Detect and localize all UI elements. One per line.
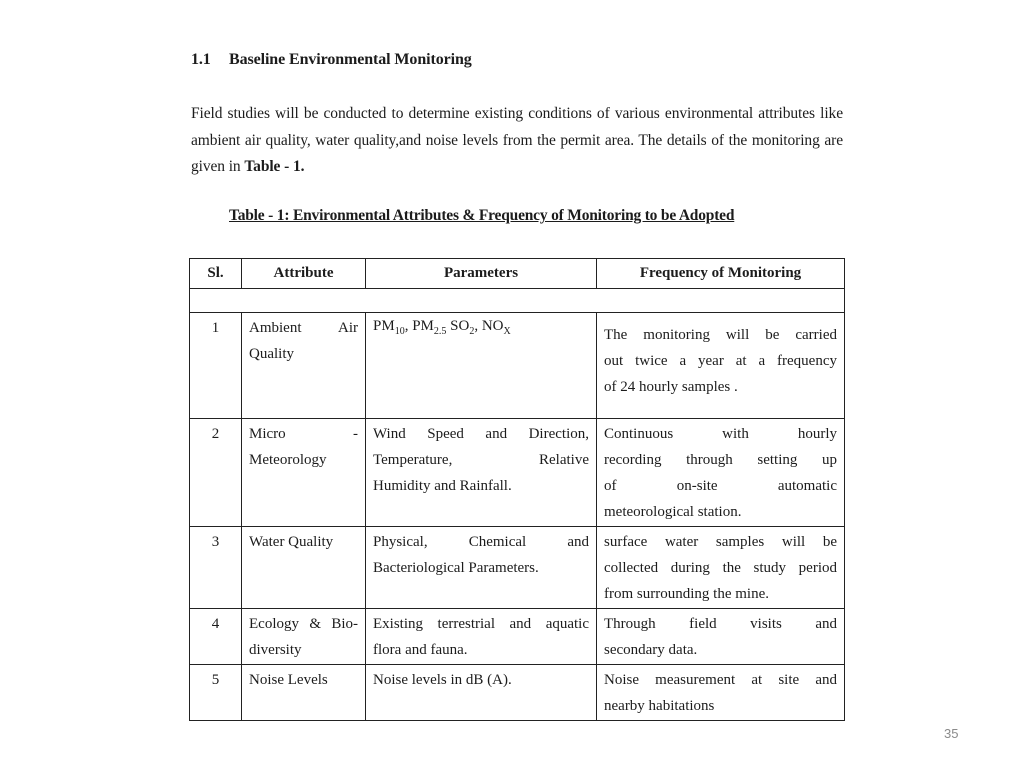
parameters-cell — [366, 419, 597, 527]
param-pm25: PM — [412, 318, 434, 334]
frequency-cell — [597, 313, 845, 419]
parameter-line: Noise levels in dB (A). — [373, 672, 512, 688]
frequency-cell — [597, 527, 845, 609]
parameter-line: flora and fauna. — [373, 642, 468, 658]
frequency-line: out twice a year at a frequency — [604, 353, 837, 369]
frequency-line: recording through setting up — [604, 452, 837, 468]
frequency-line: meteorological station. — [604, 504, 742, 520]
attribute-line: Noise Levels — [249, 672, 328, 688]
sl-cell: 2 — [190, 419, 242, 527]
parameter-line: Existing terrestrial and aquatic — [373, 616, 589, 632]
empty-cell — [190, 289, 845, 313]
table-caption: Table - 1: Environmental Attributes & Frequency of Monitoring to be Adopted — [229, 207, 735, 224]
attribute-line: Water Quality — [249, 534, 334, 550]
attribute-line: Micro - — [249, 426, 358, 442]
frequency-line: from surrounding the mine. — [604, 586, 769, 602]
frequency-cell — [597, 665, 845, 721]
table-empty-row — [190, 289, 845, 313]
frequency-line: surface water samples will be — [604, 534, 837, 550]
intro-text: Field studies will be conducted to determine existing conditions of various environmental attributes like ambient air quality, water quality,and noise levels from the permit area. The details of the monitoring are given in — [191, 105, 843, 175]
frequency-line: secondary data. — [604, 642, 698, 658]
attribute-cell — [242, 609, 366, 665]
parameters-cell: $PM_{10}$, $PM_{2.5}$ $SO_2$, $NO_X$ — [366, 313, 597, 419]
attribute-cell — [242, 527, 366, 609]
frequency-line: Continuous with hourly — [604, 426, 837, 442]
attribute-line: diversity — [249, 642, 302, 658]
parameter-line: Wind Speed and Direction, — [373, 426, 589, 442]
parameter-line: Physical, Chemical and — [373, 534, 589, 550]
sl-cell: 3 — [190, 527, 242, 609]
parameter-line: Humidity and Rainfall. — [373, 478, 512, 494]
param-nox: NO — [481, 318, 504, 334]
sl-cell: 5 — [190, 665, 242, 721]
param-so2-sub: 2 — [469, 326, 475, 337]
frequency-cell — [597, 419, 845, 527]
page-number: 35 — [944, 726, 959, 741]
table-header-row — [190, 259, 845, 289]
sl-cell: 1 — [190, 313, 242, 419]
table-row — [190, 665, 845, 721]
param-pm25-sub: 2.5 — [433, 326, 447, 337]
param-so2: SO — [450, 318, 470, 334]
table-row — [190, 609, 845, 665]
attribute-line: Ecology & Bio- — [249, 616, 358, 632]
parameters-cell — [366, 609, 597, 665]
param-pm10: PM — [373, 318, 395, 334]
header-sl: Sl. — [190, 259, 242, 289]
header-parameters: Parameters — [366, 259, 597, 289]
frequency-line: The monitoring will be carried — [604, 327, 837, 343]
frequency-line: Through field visits and — [604, 616, 837, 632]
frequency-line: collected during the study period — [604, 560, 837, 576]
sl-cell: 4 — [190, 609, 242, 665]
table-reference: Table - 1. — [244, 158, 305, 175]
table-row — [190, 419, 845, 527]
attribute-cell — [242, 419, 366, 527]
param-pm10-sub: 10 — [394, 326, 405, 337]
section-number: 1.1 — [191, 51, 211, 68]
param-nox-sub: X — [503, 326, 511, 337]
attribute-line: Meteorology — [249, 452, 327, 468]
section-heading — [191, 51, 472, 69]
attribute-line: Quality — [249, 346, 294, 362]
attribute-line: Ambient Air — [249, 320, 358, 336]
attribute-cell — [242, 665, 366, 721]
intro-paragraph — [191, 101, 843, 181]
frequency-line: of 24 hourly samples . — [604, 379, 738, 395]
monitoring-table — [189, 258, 845, 721]
attribute-cell — [242, 313, 366, 419]
table-row — [190, 527, 845, 609]
section-title: Baseline Environmental Monitoring — [229, 51, 472, 68]
frequency-cell — [597, 609, 845, 665]
parameters-cell — [366, 665, 597, 721]
header-frequency: Frequency of Monitoring — [597, 259, 845, 289]
table-row — [190, 313, 845, 419]
parameters-cell — [366, 527, 597, 609]
frequency-line: Noise measurement at site and — [604, 672, 837, 688]
parameter-line: Temperature, Relative — [373, 452, 589, 468]
header-attribute: Attribute — [242, 259, 366, 289]
parameter-line: Bacteriological Parameters. — [373, 560, 539, 576]
frequency-line: of on-site automatic — [604, 478, 837, 494]
frequency-line: nearby habitations — [604, 698, 715, 714]
